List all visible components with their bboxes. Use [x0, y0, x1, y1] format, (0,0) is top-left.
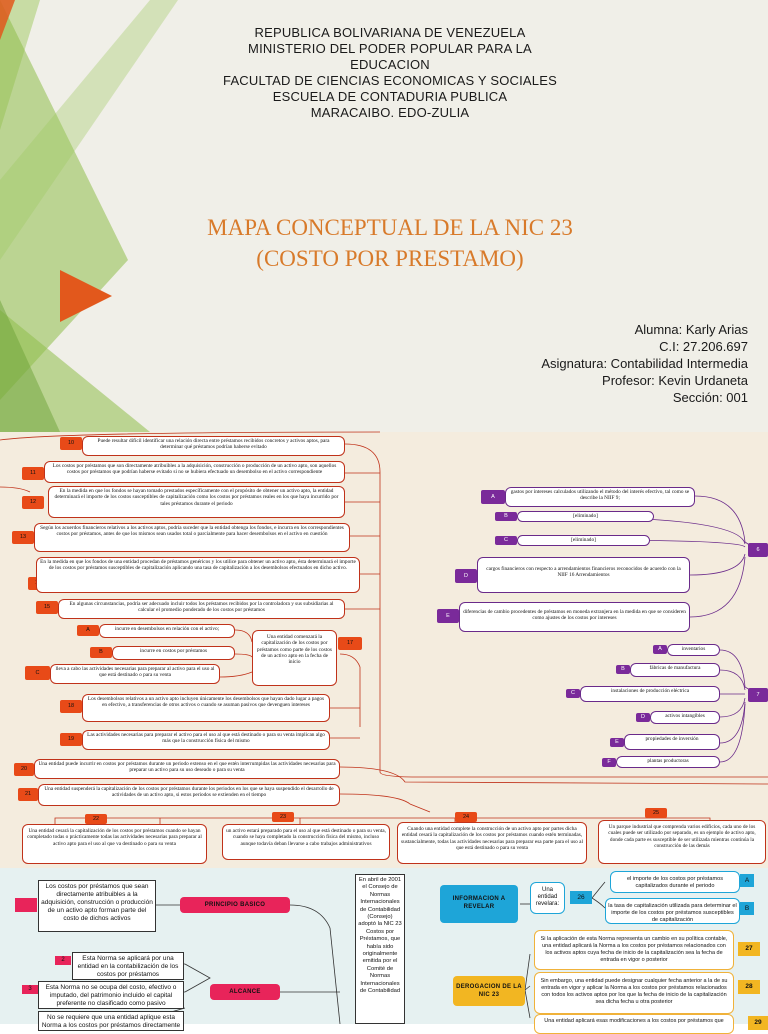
reveal-number-26: 26 — [570, 891, 592, 904]
right-e-text: diferencias de cambio procedentes de préstamos en moneda extranjera en la medida en que se consideren como ajustes de los costos por intereses — [459, 602, 690, 632]
derogation-number-29: 29 — [748, 1016, 768, 1030]
node-18-text: Los desembolsos relativos a un activo apto incluyen únicamente los desembolsos que hayan dado lugar a pagos en efectivo, a transferencias de otros activos o cuando se asuman pasivos que devenguen intereses — [82, 694, 330, 722]
author-id: C.I: 27.206.697 — [659, 339, 748, 354]
title-line-2: (COSTO POR PRESTAMO) — [256, 246, 524, 271]
derogation-27-text: Si la aplicación de esta Norma representa un cambio en su política contable, una entidad aplicará la Norma a los costos por préstamos relacionados con los activos aptos cuya fecha de inicio de la capitalización sea la fecha de entrada en vigor o posterior — [534, 930, 734, 970]
institution-header — [190, 25, 590, 121]
asset-letter-e: E — [610, 738, 624, 747]
alcance-label: ALCANCE — [210, 984, 280, 1000]
una-entidad-revelara: Una entidad revelara: — [530, 882, 565, 914]
scope-number-2: 2 — [55, 956, 71, 965]
scope-3-text: Esta Norma no se ocupa del costo, efectivo o imputado, del patrimonio incluido el capital preferente no clasificado como pasivo — [38, 981, 184, 1009]
author-section: Sección: 001 — [672, 390, 748, 405]
author-info — [448, 321, 748, 406]
asset-e-text: propiedades de inversión — [624, 734, 720, 750]
node-19-text: Las actividades necesarias para preparar el activo para el uso al que está destinado o para su venta implican algo más que la construcción física del mismo — [82, 730, 330, 750]
asset-letter-f: F — [602, 758, 616, 767]
scope-number-3: 3 — [22, 985, 38, 994]
node-number-11: 11 — [22, 467, 44, 480]
node-c-text: lleva a cabo las actividades necesarias para preparar al activo para el uso al que está destinado o para su venta — [50, 664, 220, 684]
node-25-text: Un parque industrial que comprenda varios edificios, cada uno de los cuales puede ser utilizado por separado, es un ejemplo de activo apto, donde cada parte es susceptible de ser utilizada mientras continúa la construcción de las demás — [598, 820, 766, 864]
node-20-text: Una entidad puede incurrir en costos por préstamos durante un periodo extenso en el que estén interrumpidas las actividades necesarias para preparar un activo para su uso deseado o para su venta — [34, 759, 340, 779]
asset-letter-d: D — [636, 713, 650, 722]
concept-map-slide-1 — [0, 432, 768, 868]
derogation-number-27: 27 — [738, 942, 760, 956]
right-letter-d: D — [455, 569, 477, 583]
concept-map-slide-2 — [0, 868, 768, 1029]
asset-b-text: fábricas de manufactura — [630, 663, 720, 677]
derogation-number-28: 28 — [738, 980, 760, 994]
node-number-24: 24 — [455, 812, 477, 822]
title-line-1: MAPA CONCEPTUAL DE LA NIC 23 — [207, 215, 573, 240]
node-number-22: 22 — [85, 814, 107, 824]
right-b-text: [eliminado] — [517, 511, 654, 522]
node-10-text: Puede resultar difícil identificar una relación directa entre préstamos recibidos concretos y activos aptos, para determinar qué préstamos podrían haberse evitado — [82, 436, 345, 456]
node-number-12: 12 — [22, 496, 44, 509]
asset-c-text: instalaciones de producción eléctrica — [580, 686, 720, 702]
node-24-text: Cuando una entidad complete la construcción de un activo apto por partes dicha entidad cesará la capitalización de los costos por préstamos cuando estén terminadas, sustancialmente, todas las actividades necesarias para preparar esa parte para el uso al que está destinado o para su venta — [397, 822, 587, 864]
author-professor: Profesor: Kevin Urdaneta — [602, 373, 748, 388]
reveal-letter-a: A — [740, 874, 754, 887]
principle-definition: Los costos por préstamos que sean directamente atribuibles a la adquisición, construcción o producción de un activo apto forman parte del costo de dichos activos — [38, 880, 156, 932]
right-letter-a: A — [481, 490, 505, 504]
history-note: En abril de 2001 el Consejo de Normas Internacionales de Contabilidad (Consejo) adoptó la NIC 23 Costos por Préstamos, que había sido originalmente emitida por el Comité de Normas Internacionales de Contabilidad — [355, 874, 405, 1024]
node-b-text: incurre en costos por préstamos — [112, 646, 235, 660]
author-student: Alumna: Karly Arias — [634, 322, 748, 337]
right-c-text: [eliminado] — [517, 535, 650, 546]
node-number-18: 18 — [60, 700, 82, 713]
slide-title — [120, 212, 660, 274]
node-number-21: 21 — [18, 788, 38, 801]
author-subject: Asignatura: Contabilidad Intermedia — [541, 356, 748, 371]
node-15-text: En algunas circunstancias, podría ser adecuado incluir todos los préstamos recibidos por la controladora y sus subsidiarias al calcular el promedio ponderado de los costos por préstamos — [58, 599, 345, 619]
node-11-text: Los costos por préstamos que son directamente atribuibles a la adquisición, construcción o producción de un activo apto, son aquellos costos por préstamos que podrían haberse evitado si no se hubiera efectuado un desembolso en el activo correspondiente — [44, 461, 345, 483]
node-number-17: 17 — [338, 637, 362, 650]
node-14-text: En la medida en que los fondos de una entidad procedan de préstamos genéricos y los utilice para obtener un activo apto, ésta determinará el importe de los costos por préstamos susceptibles de capitalización aplicando una tasa de capitalización a los desembolsos efectuados en dicho activo. — [36, 557, 360, 593]
node-letter-c: C — [25, 666, 50, 680]
header-line-1: REPUBLICA BOLIVARIANA DE VENEZUELA — [254, 25, 526, 40]
derogation-28-text: Sin embargo, una entidad puede designar cualquier fecha anterior a la de su entrada en vigor y aplicar la Norma a los costos por préstamos relacionados con todos los activos aptos por los que la fecha de inicio de la capitalización sea dicha fecha u otra posterior — [534, 972, 734, 1014]
node-number-20: 20 — [14, 763, 34, 776]
right-letter-c: C — [495, 536, 517, 545]
scope-4-text: No se requiere que una entidad aplique esta Norma a los costos por préstamos directamente — [38, 1011, 184, 1031]
node-number-23: 23 — [272, 812, 294, 822]
node-12-text: En la medida en que los fondos se hayan tomado prestados específicamente con el propósito de obtener un activo apto, la entidad determinará el importe de los costos susceptibles de capitalización como los costos por préstamos reales en los que haya incurrido por tales préstamos durante el periodo — [48, 486, 345, 518]
title-slide — [0, 0, 768, 432]
right-letter-e: E — [437, 609, 459, 623]
node-number-13: 13 — [12, 531, 34, 544]
reveal-a-text: el importe de los costos por préstamos capitalizados durante el periodo — [610, 871, 740, 893]
node-number-19: 19 — [60, 733, 82, 746]
header-line-6: MARACAIBO. EDO-ZULIA — [310, 105, 470, 120]
node-17-text: Una entidad comenzará la capitalización de los costos por préstamos como parte de los costos de un activo apto en la fecha de inicio — [252, 630, 337, 686]
node-21-text: Una entidad suspenderá la capitalización de los costos por préstamos durante los periodos en los que se haya suspendido el desarrollo de actividades de un activo apto, si estos periodos se extienden en el tiempo — [38, 784, 340, 806]
node-number-15: 15 — [36, 601, 58, 614]
right-a-text: gastos por intereses calculados utilizando el método del interés efectivo, tal como se describe la NIIF 9; — [505, 487, 695, 507]
node-number-25: 25 — [645, 808, 667, 818]
side-label-6: 6 — [748, 543, 768, 557]
asset-a-text: inventarios — [667, 644, 720, 656]
header-line-5: ESCUELA DE CONTADURIA PUBLICA — [272, 89, 508, 104]
asset-letter-c: C — [566, 689, 580, 698]
right-d-text: cargos financieros con respecto a arrendamientos financieros reconocidos de acuerdo con la NIIF 16 Arrendamientos — [477, 557, 690, 593]
node-22-text: Una entidad cesará la capitalización de los costos por préstamos cuando se hayan completado todas o prácticamente todas las actividades necesarias para preparar al activo apto para el uso al que va destinado o para su venta — [22, 824, 207, 864]
principle-marker — [15, 898, 37, 912]
asset-letter-a: A — [653, 645, 667, 654]
node-letter-a: A — [77, 625, 99, 636]
principio-basico-label: PRINCIPIO BASICO — [180, 897, 290, 913]
header-line-4: FACULTAD DE CIENCIAS ECONOMICAS Y SOCIALES — [223, 73, 557, 88]
node-a-text: incurre en desembolsos en relación con el activo; — [99, 624, 235, 638]
header-line-2: MINISTERIO DEL PODER POPULAR PARA LA — [248, 41, 532, 56]
node-23-text: un activo estará preparado para el uso al que está destinado o para su venta, cuando se haya completado la construcción física del mismo, incluso aunque todavía deban llevarse a cabo trabajos administrativos — [222, 824, 390, 860]
asset-d-text: activos intangibles — [650, 711, 720, 724]
header-line-3: EDUCACION — [350, 57, 430, 72]
reveal-b-text: la tasa de capitalización utilizada para determinar el importe de los costos por préstamos susceptibles de capitalización — [605, 898, 740, 924]
right-letter-b: B — [495, 512, 517, 521]
derogacion-label: DEROGACION DE LA NIC 23 — [453, 976, 525, 1006]
node-13-text: Según los acuerdos financieros relativos a los activos aptos, podría suceder que la entidad obtenga los fondos, e incurra en los correspondientes costos por préstamos, antes de que los mismos sean usados total o parcialmente para hacer desembolsos en el activo en cuestión — [34, 523, 350, 552]
derogation-29-text: Una entidad aplicará esas modificaciones a los costos por préstamos que — [534, 1014, 734, 1034]
info-revelar-label: INFORMACION A REVELAR — [440, 885, 518, 923]
asset-f-text: plantas productoras — [616, 756, 720, 768]
node-letter-b: B — [90, 647, 112, 658]
node-number-10: 10 — [60, 437, 82, 450]
side-label-7: 7 — [748, 688, 768, 702]
asset-letter-b: B — [616, 665, 630, 674]
reveal-letter-b: B — [740, 902, 754, 915]
scope-2-text: Esta Norma se aplicará por una entidad en la contabilización de los costos por préstamos — [72, 952, 184, 980]
